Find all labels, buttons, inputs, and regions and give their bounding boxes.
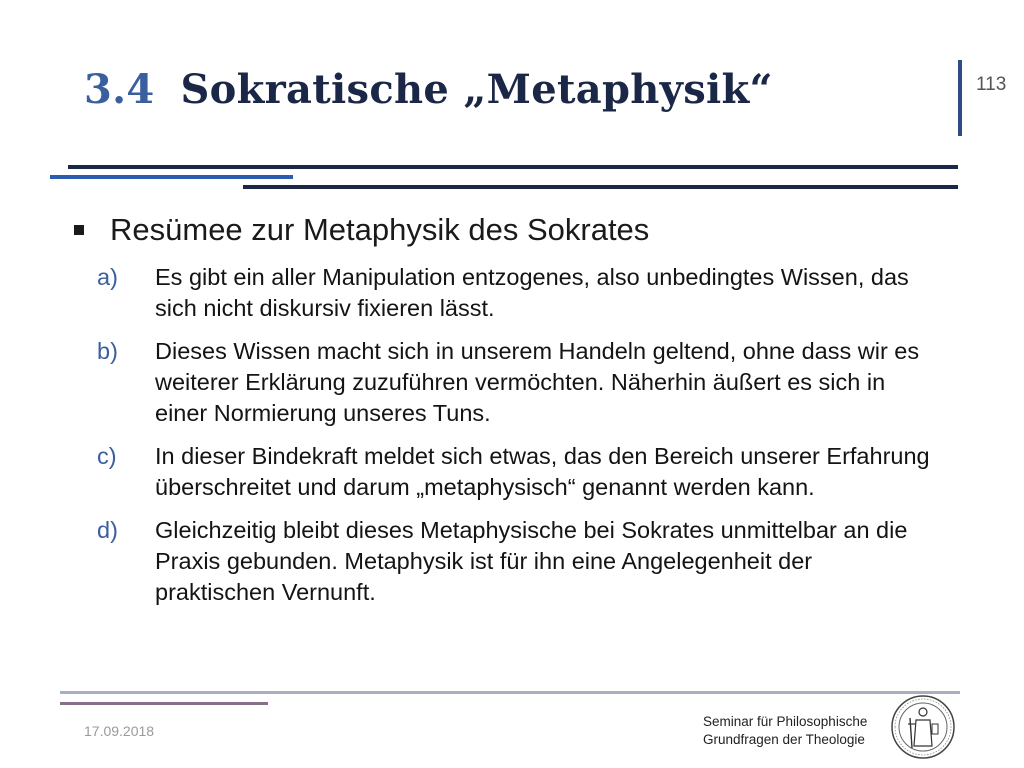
- bullet-heading: [74, 212, 960, 248]
- page-number-divider: [958, 60, 962, 136]
- item-list: [60, 262, 960, 608]
- item-text: Dieses Wissen macht sich in unserem Handeln geltend, ohne dass wir es weiterer Erklärung zuzuführen vermöchten. Näherhin äußert es sich in einer Normierung unseres Tuns.: [155, 338, 920, 426]
- list-item: [60, 262, 960, 324]
- footer-rule-gray: [60, 691, 960, 694]
- institution-line-2: Grundfragen der Theologie: [703, 732, 865, 747]
- item-text: Es gibt ein aller Manipulation entzogenes, also unbedingtes Wissen, das sich nicht diskursiv fixieren lässt.: [155, 264, 909, 321]
- university-seal-icon: [890, 694, 956, 760]
- list-item: [60, 441, 960, 503]
- title-rule-dark-top: [68, 165, 958, 169]
- heading-text: Resümee zur Metaphysik des Sokrates: [110, 212, 650, 247]
- footer-rule-purple: [60, 702, 268, 705]
- item-marker: a): [97, 264, 118, 290]
- list-item: [60, 515, 960, 608]
- page-number: 113: [976, 74, 1007, 95]
- institution-line-1: Seminar für Philosophische: [703, 714, 868, 729]
- title-rule-dark-bottom: [243, 185, 958, 189]
- list-item: [60, 336, 960, 429]
- title-text: Sokratische „Metaphysik“: [180, 66, 773, 113]
- item-text: In dieser Bindekraft meldet sich etwas, das den Bereich unserer Erfahrung überschreitet und darum „metaphysisch“ genannt werden kann.: [155, 443, 930, 500]
- item-marker: d): [97, 517, 118, 543]
- footer-institution: [703, 713, 867, 749]
- slide-title: [84, 66, 773, 113]
- footer-date: 17.09.2018: [84, 723, 155, 739]
- section-number: 3.4: [84, 66, 155, 113]
- item-text: Gleichzeitig bleibt dieses Metaphysische bei Sokrates unmittelbar an die Praxis gebunden. Metaphysik ist für ihn eine Angelegenheit der praktischen Vernunft.: [155, 517, 908, 605]
- item-marker: c): [97, 443, 117, 469]
- slide-content: [60, 212, 960, 624]
- square-bullet-icon: [74, 225, 84, 235]
- title-rule-blue-left: [50, 175, 293, 179]
- item-marker: b): [97, 338, 118, 364]
